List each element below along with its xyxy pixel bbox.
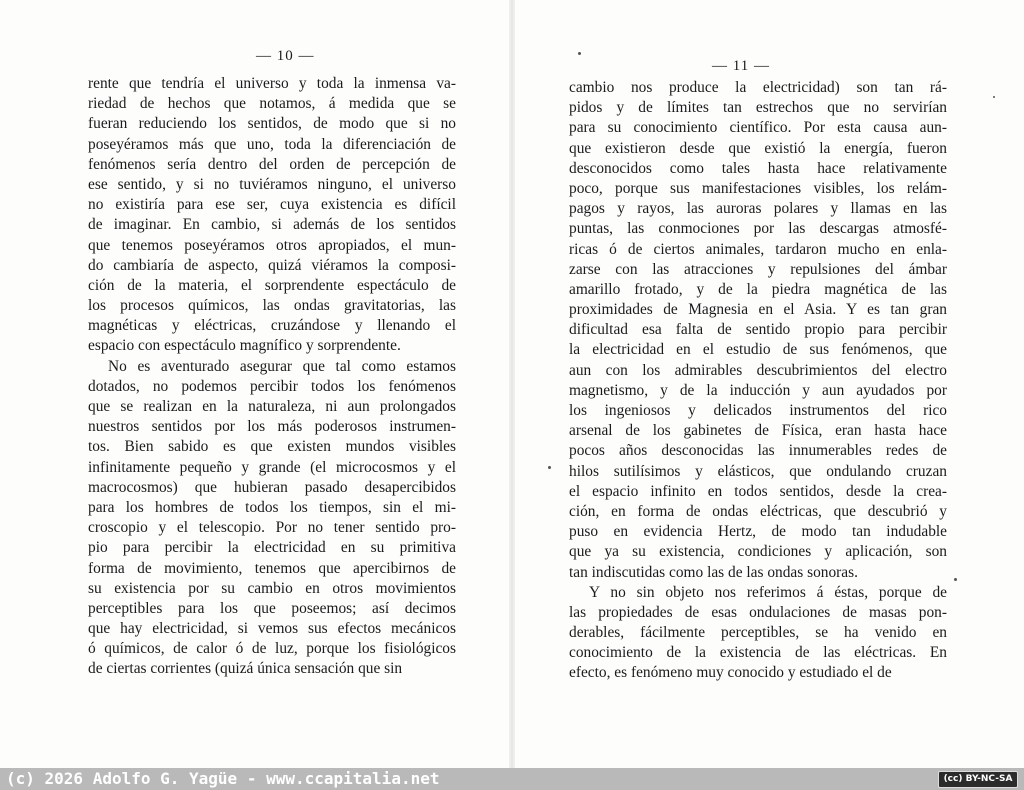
right-page-text [569,78,947,684]
text-line: tos. Bien sabido es que existen mundos visibles [88,438,456,456]
right-page-number: — 11 — [712,58,770,74]
text-line: perceptibles para los que poseemos; así decimos [88,599,456,617]
paper-speck [578,52,581,55]
paper-speck [954,578,957,581]
text-line: rente que tendría el universo y toda la inmensa va- [88,75,456,92]
text-line: puso en evidencia Hertz, de modo tan indudable [569,523,947,541]
text-line: No es aventurado asegurar que tal como estamos [108,357,456,375]
right-page [512,0,1024,768]
text-line: riedad de hechos que notamos, á medida que se [88,95,456,113]
text-line: el espacio infinito en todos sentidos, desde la crea- [569,482,947,500]
text-line: pio para percibir la electricidad en su primitiva [88,539,456,557]
text-line: hilos sutilísimos y elásticos, que ondulando cruzan [569,462,947,480]
paper-speck [993,96,995,98]
text-line: Y no sin objeto nos referimos á éstas, porque de [589,583,947,601]
text-line: fueran reduciendo los sentidos, de modo que si no [88,115,456,133]
text-line: amarillo frotado, y de la piedra magnética de las [569,280,947,298]
text-line: magnetismo, y de la inducción y aun ayudados por [569,381,947,399]
text-line: ricas ó de ciertos animales, tardaron mucho en enla- [569,240,947,258]
text-line: derables, fácilmente perceptibles, se ha venido en [569,624,947,642]
text-line: cambio nos produce la electricidad) son tan rá- [569,79,947,96]
text-line: macrocosmos) que hubieran pasado desapercibidos [88,478,456,496]
text-line: de ciertas corrientes (quizá única sensación que sin [88,660,403,678]
text-line: forma de movimiento, tenemos que apercibirnos de [88,559,456,577]
text-line: su existencia por su cambio en otros movimientos [88,579,456,597]
text-line: que existieron desde que existió la energía, fueron [569,139,947,157]
text-line: poseyéramos más que uno, toda la diferenciación de [88,135,456,153]
text-line: desconocidos como tales hasta hace relativamente [569,159,947,177]
left-page [0,0,512,768]
text-line: ción de la materia, el sorprendente espectáculo de [88,276,456,294]
text-line: de imaginar. En cambio, si además de los sentidos [88,216,456,234]
text-line: que se realizan en la naturaleza, ni aun prolongados [88,398,456,415]
text-line: magnéticas y eléctricas, cruzándose y llenando el [88,317,456,335]
text-line: para su conocimiento científico. Por esta causa aun- [569,119,947,137]
text-line: no existiría para ese ser, cuya existencia es difícil [88,196,456,214]
text-line: pidos y de límites tan estrechos que no servirían [569,99,947,117]
text-line: poco, porque sus manifestaciones visibles, los relám- [569,179,947,197]
left-page-number: — 10 — [256,48,315,64]
text-line: pocos años desconocidas las innumerables redes de [569,442,947,460]
text-line: que hay electricidad, si vemos sus efectos mecánicos [88,620,456,638]
text-line: que tenemos poseyéramos otros apropiados, el mun- [88,236,456,254]
text-line: ese sentido, y si no tuviéramos ninguno, el universo [88,175,456,193]
text-line: efecto, es fenómeno muy conocido y estudiado el de [569,664,892,682]
footer-bar [0,768,1024,790]
text-line: fenómenos sería dentro del orden de percepción de [88,155,456,173]
text-line: proximidades de Magnesia en el Asia. Y es tan gran [569,301,947,319]
left-page-text [88,74,456,680]
text-line: nuestros sentidos por los más poderosos instrumen- [88,418,456,436]
text-line: zarse con las atracciones y repulsiones del ámbar [569,260,947,278]
text-line: pagos y rayos, las auroras polares y llamas en las [569,200,947,218]
text-line: puntas, las conmociones por las descargas atmosfé- [569,220,947,238]
text-line: los procesos químicos, las ondas gravitatorias, las [88,297,456,315]
text-line: tan indiscutidas como las de las ondas sonoras. [569,563,858,581]
text-line: croscopio y el telescopio. Por no tener sentido pro- [88,519,456,537]
text-line: do cambiaría de aspecto, quizá viéramos la composi- [88,256,456,274]
text-line: conocimiento de la existencia de las eléctricas. En [569,644,947,662]
text-line: ó químicos, de calor ó de luz, porque los fisiológicos [88,640,456,658]
text-line: infinitamente pequeño y grande (el microcosmos y el [88,458,456,476]
text-line: que ya su existencia, condiciones y aplicación, son [569,543,947,561]
paper-speck [548,466,551,469]
text-line: arsenal de los gabinetes de Física, eran hasta hace [569,422,947,440]
text-line: espacio con espectáculo magnífico y sorprendente. [88,337,401,355]
text-line: aun con los admirables descubrimientos del electro [569,361,947,379]
text-line: dotados, no podemos percibir todos los fenómenos [88,377,456,395]
text-line: los ingeniosos y delicados instrumentos del rico [569,402,947,419]
text-line: dificultad esa falta de sentido propio para percibir [569,321,947,339]
text-line: para los hombres de todos los tiempos, sin el mi- [88,498,456,516]
copyright-notice: (c) 2026 Adolfo G. Yagüe - www.ccapitalia.net [6,769,440,788]
text-line: ción, en forma de ondas eléctricas, que descubrió y [569,502,947,520]
text-line: la electricidad en el estudio de sus fenómenos, que [569,341,947,359]
cc-license-badge[interactable]: (cc) BY-NC-SA [938,771,1018,788]
text-line: las propiedades de esas ondulaciones de masas pon- [569,603,947,621]
